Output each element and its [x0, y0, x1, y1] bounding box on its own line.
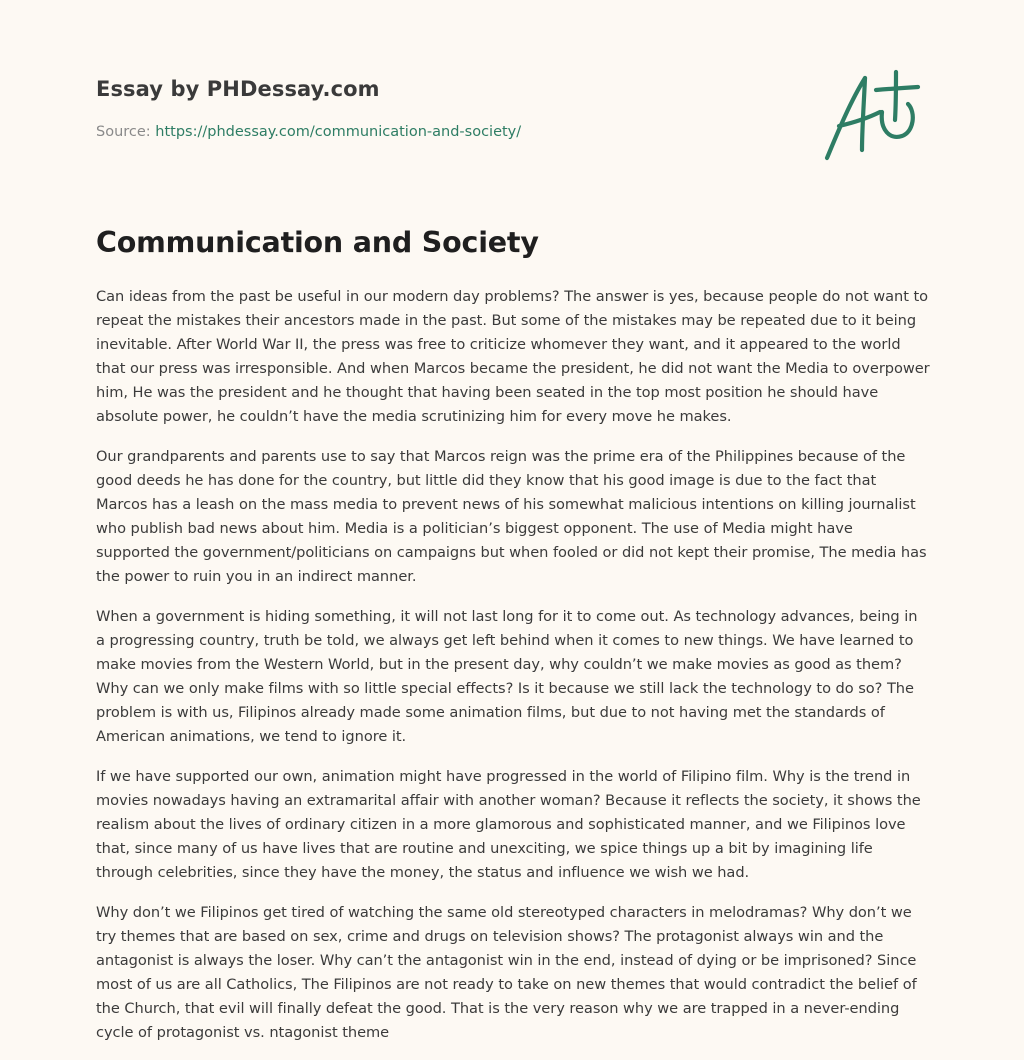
- essay-body: [96, 285, 930, 1060]
- paragraph-1: Can ideas from the past be useful in our modern day problems? The answer is yes, because people do not want to repeat the mistakes their ancestors made in the past. But some of the mistakes may be repeated due to it being inevitable. After World War II, the press was free to criticize whomever they want, and it appeared to the world that our press was irresponsible. And when Marcos became the president, he did not want the Media to overpower him, He was the president and he thought that having been seated in the top most position he should have absolute power, he couldn’t have the media scrutinizing him for every move he makes.: [96, 288, 930, 425]
- paragraph-4: If we have supported our own, animation might have progressed in the world of Filipino film. Why is the trend in movies nowadays having an extramarital affair with another woman? Because it reflects the society, it shows the realism about the lives of ordinary citizen in a more glamorous and sophisticated manner, and we Filipinos love that, since many of us have lives that are routine and unexciting, we spice things up a bit by imagining life through celebrities, since they have the money, the status and influence we wish we had.: [96, 768, 921, 881]
- essay-title: Communication and Society: [96, 226, 539, 259]
- source-link[interactable]: https://phdessay.com/communication-and-society/: [155, 124, 522, 140]
- site-title: Essay by PHDessay.com: [96, 77, 380, 101]
- a-plus-logo-icon: [822, 66, 930, 166]
- header: [96, 0, 928, 215]
- source-line: [96, 124, 521, 140]
- paragraph-2: Our grandparents and parents use to say that Marcos reign was the prime era of the Philippines because of the good deeds he has done for the country, but little did they know that his good image is due to the fact that Marcos has a leash on the mass media to prevent news of his somewhat malicious intentions on killing journalist who publish bad news about him. Media is a politician’s biggest opponent. The use of Media might have supported the government/politicians on campaigns but when fooled or did not kept their promise, The media has the power to ruin you in an indirect manner.: [96, 448, 927, 585]
- paragraph-5: Why don’t we Filipinos get tired of watching the same old stereotyped characters in melodramas? Why don’t we try themes that are based on sex, crime and drugs on television shows? The protagonist always win and the antagonist is always the loser. Why can’t the antagonist win in the end, instead of dying or be imprisoned? Since most of us are all Catholics, The Filipinos are not ready to take on new themes that would contradict the belief of the Church, that evil will finally defeat the good. That is the very reason why we are trapped in a never-ending cycle of protagonist vs. ntagonist theme: [96, 904, 917, 1041]
- paragraph-3: When a government is hiding something, it will not last long for it to come out. As technology advances, being in a progressing country, truth be told, we always get left behind when it comes to new things. We have learned to make movies from the Western World, but in the present day, why couldn’t we make movies as good as them? Why can we only make films with so little special effects? Is it because we still lack the technology to do so? The problem is with us, Filipinos already made some animation films, but due to not having met the standards of American animations, we tend to ignore it.: [96, 608, 918, 745]
- source-label: Source:: [96, 124, 151, 140]
